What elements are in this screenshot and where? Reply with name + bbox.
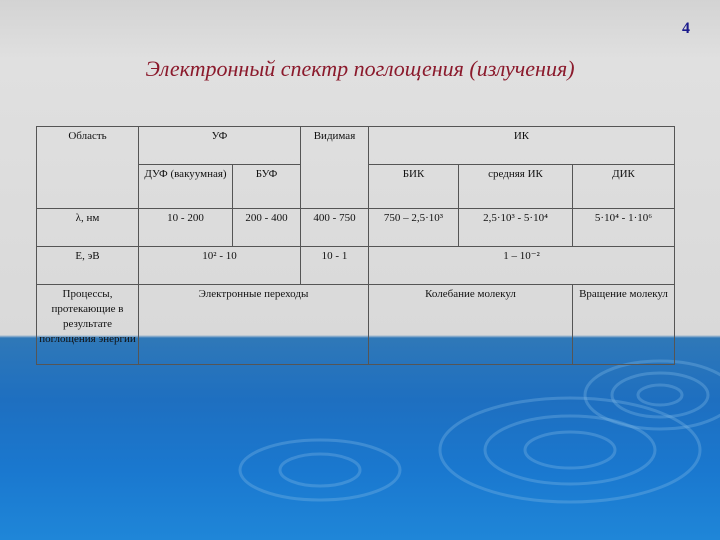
visible-wavelength: 400 - 750	[301, 209, 369, 247]
mid-ir-wavelength: 2,5·10³ - 5·10⁴	[459, 209, 573, 247]
visible-header: Видимая	[301, 127, 369, 209]
process-label: Процессы, протекающие в результате поглощения энергии	[37, 285, 139, 365]
table-row	[37, 209, 675, 247]
near-ir-wavelength: 750 – 2,5·10³	[369, 209, 459, 247]
far-uv-header: ДУФ (вакуумная)	[139, 165, 233, 209]
ir-energy: 1 – 10⁻²	[369, 247, 675, 285]
spectrum-table	[36, 126, 675, 365]
near-uv-header: БУФ	[233, 165, 301, 209]
table-row	[37, 247, 675, 285]
far-ir-header: ДИК	[573, 165, 675, 209]
ir-header: ИК	[369, 127, 675, 165]
far-uv-wavelength: 10 - 200	[139, 209, 233, 247]
energy-label: Е, эВ	[37, 247, 139, 285]
region-header: Область	[37, 127, 139, 209]
mid-ir-header: средняя ИК	[459, 165, 573, 209]
near-ir-header: БИК	[369, 165, 459, 209]
wavelength-label: λ, нм	[37, 209, 139, 247]
far-ir-wavelength: 5·10⁴ - 1·10⁶	[573, 209, 675, 247]
near-uv-wavelength: 200 - 400	[233, 209, 301, 247]
table-row	[37, 285, 675, 365]
page-number: 4	[682, 20, 690, 37]
molecular-rotation: Вращение молекул	[573, 285, 675, 365]
visible-energy: 10 - 1	[301, 247, 369, 285]
uv-energy: 10² - 10	[139, 247, 301, 285]
table-row	[37, 127, 675, 165]
molecular-vibration: Колебание молекул	[369, 285, 573, 365]
electronic-transitions: Электронные переходы	[139, 285, 369, 365]
slide-title: Электронный спектр поглощения (излучения)	[145, 56, 575, 81]
uv-header: УФ	[139, 127, 301, 165]
